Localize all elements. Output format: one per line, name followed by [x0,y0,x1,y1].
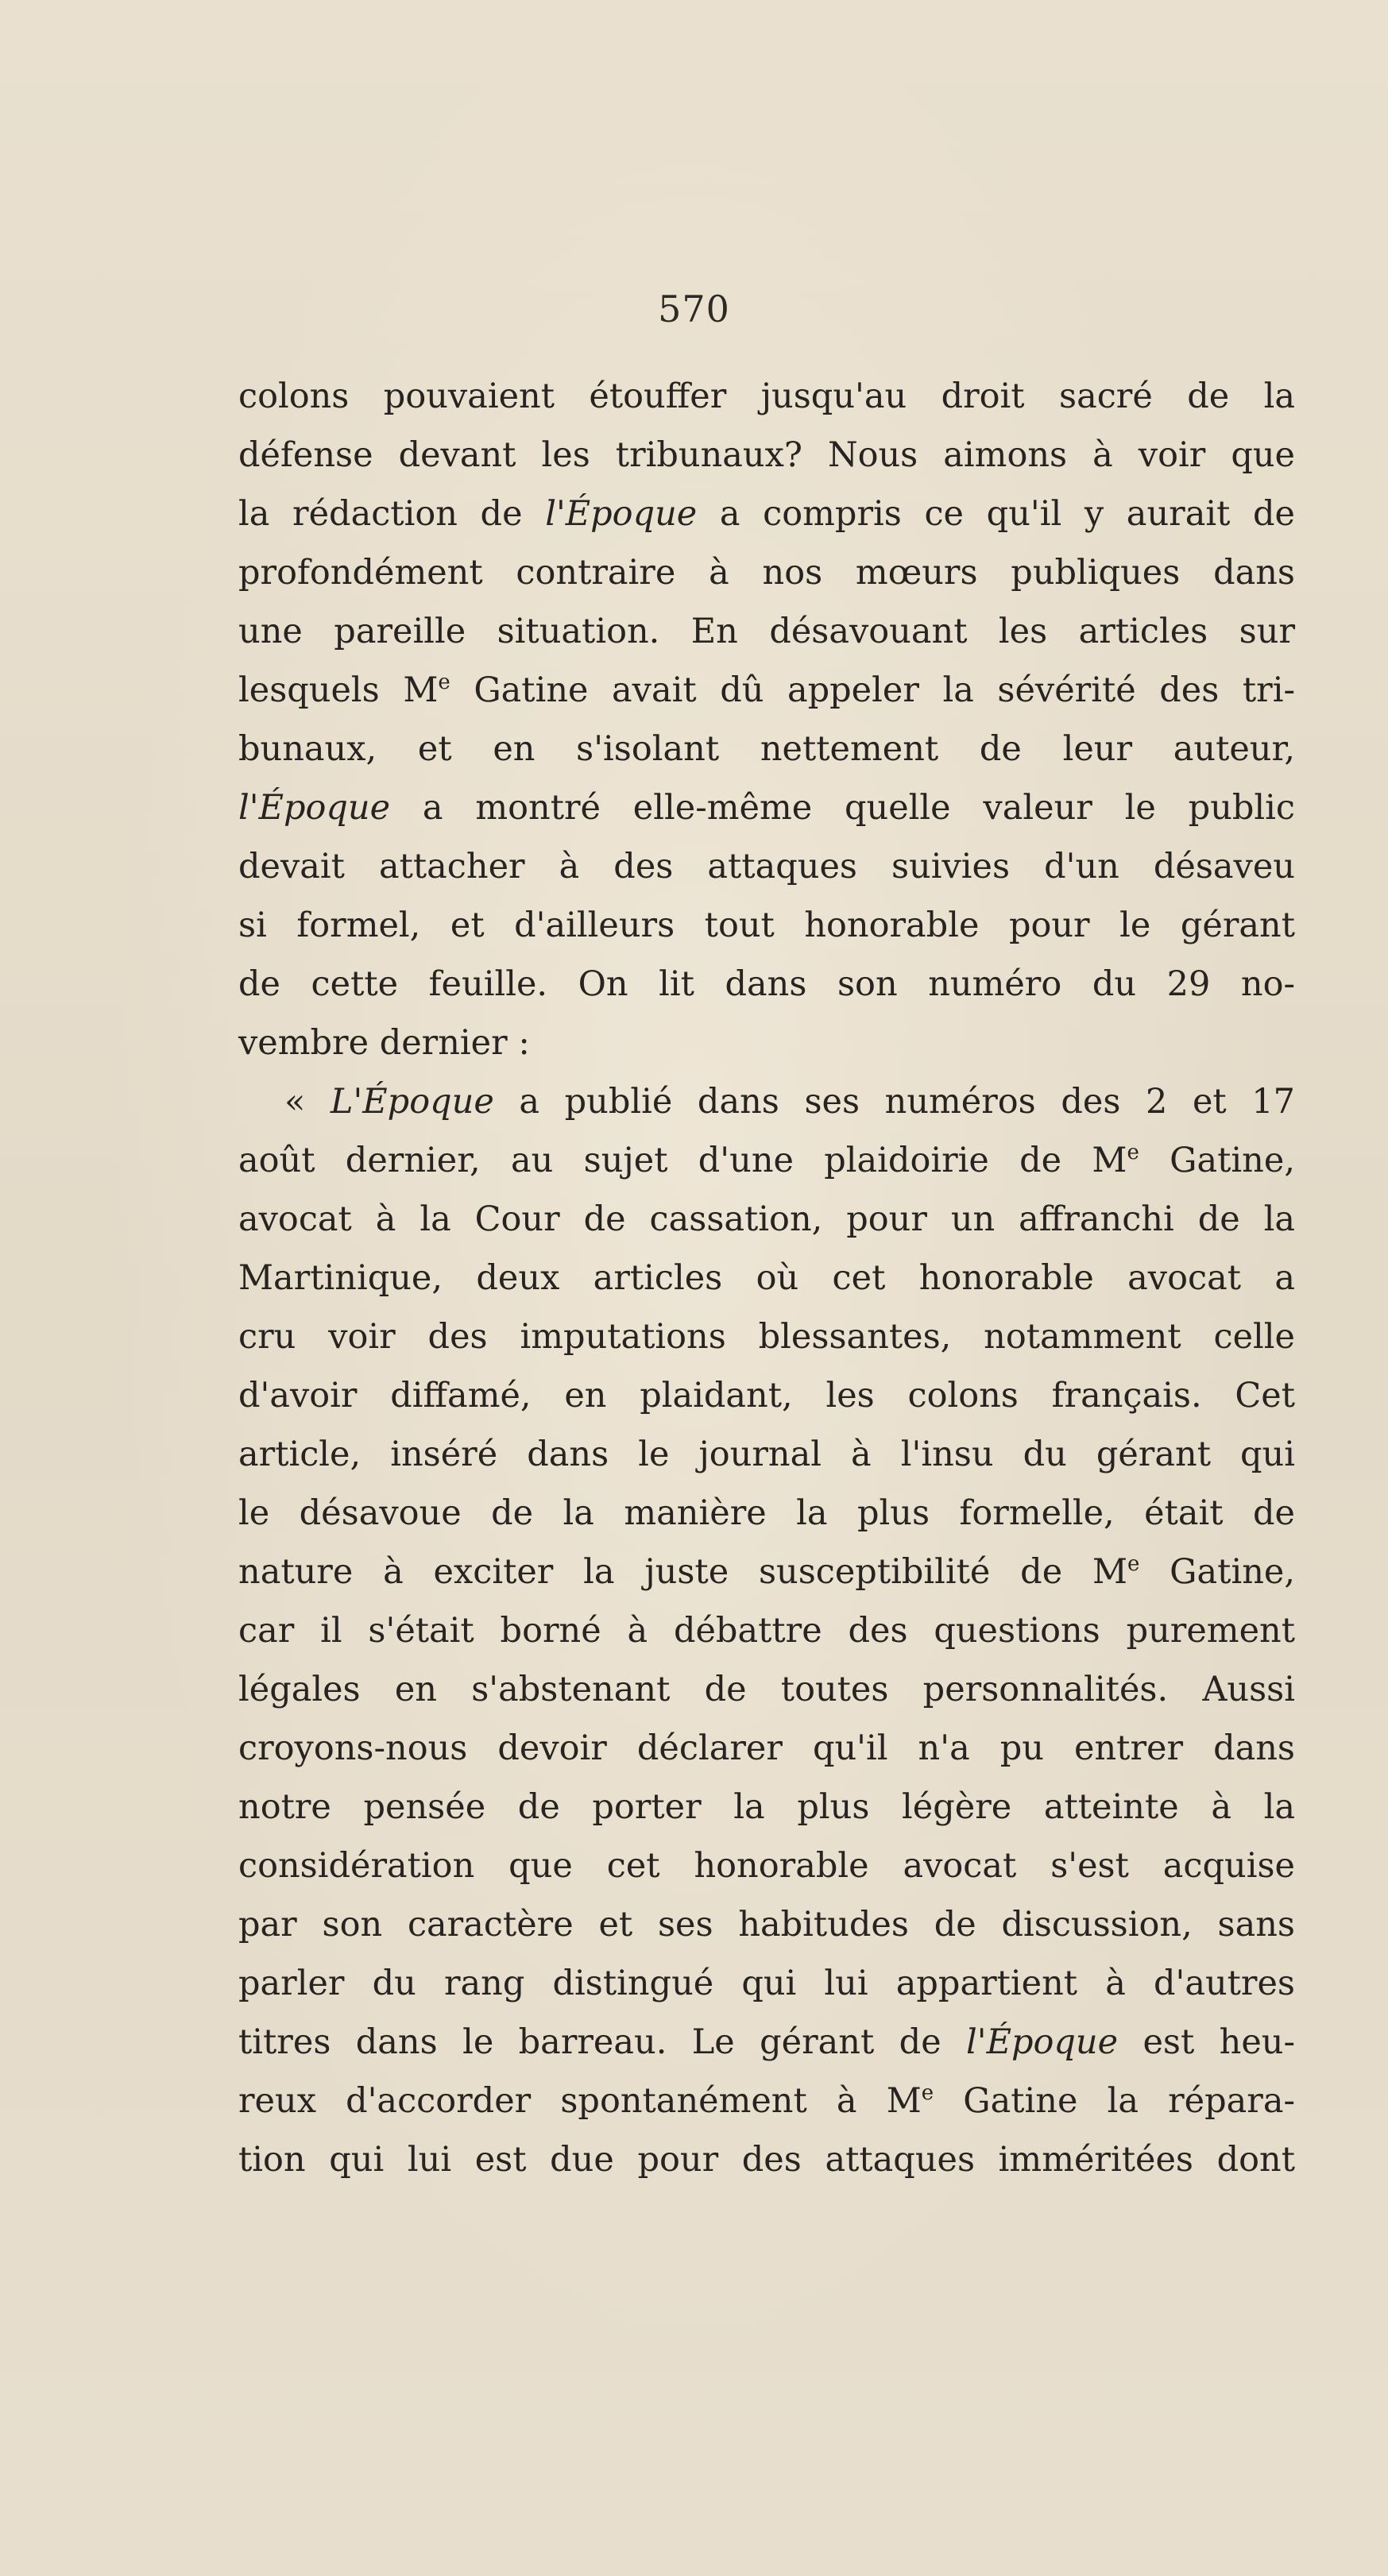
text-run: a compris ce qu'il y aurait de [697,494,1295,534]
text-run: août dernier, au sujet d'une plaidoirie de M [238,1141,1127,1180]
quote-line [238,1543,1295,1601]
page-number: 570 [658,288,730,330]
text-line [238,778,1295,837]
text-line: colons pouvaient étouffer jusqu'au droit sacré de la [238,377,1295,416]
quote-line: Martinique, deux articles où cet honorable avocat a [238,1258,1295,1298]
quote-line: considération que cet honorable avocat s'est acquise [238,1846,1295,1886]
text-run: titres dans le barreau. Le gérant de [238,2022,967,2062]
quote-line: par son caractère et ses habitudes de discussion, sans [238,1905,1295,1945]
quote-line: avocat à la Cour de cassation, pour un affranchi de la [238,1199,1295,1239]
body-text [238,367,1295,2189]
superscript: e [438,670,450,694]
text-run: Gatine, [1139,1552,1295,1592]
quote-line: croyons-nous devoir déclarer qu'il n'a pu entrer dans [238,1728,1295,1768]
quote-line: article, inséré dans le journal à l'insu du gérant qui [238,1435,1295,1474]
superscript: e [921,2081,934,2105]
text-run: a montré elle-même quelle valeur le public [390,788,1295,828]
text-run: Gatine avait dû appeler la sévérité des tri- [450,670,1295,710]
quote-line: notre pensée de porter la plus légère atteinte à la [238,1787,1295,1827]
text-run: a publié dans ses numéros des 2 et 17 [493,1082,1295,1122]
quote-line: tion qui lui est due pour des attaques imméritées dont [238,2140,1295,2180]
text-line: une pareille situation. En désavouant les articles sur [238,612,1295,651]
quote-line [238,2013,1295,2072]
text-run: reux d'accorder spontanément à M [238,2081,922,2121]
superscript: e [1127,1141,1139,1164]
quote-line [238,2072,1295,2130]
text-run: Gatine, [1139,1141,1295,1180]
quote-line: cru voir des imputations blessantes, notamment celle [238,1317,1295,1357]
quote-line [238,1072,1295,1131]
journal-title: l'Époque [966,2022,1119,2062]
text-line: défense devant les tribunaux? Nous aimons à voir que [238,435,1295,475]
text-run: Gatine la répara- [934,2081,1295,2121]
text-line: devait attacher à des attaques suivies d'un désaveu [238,847,1295,886]
quote-line: parler du rang distingué qui lui appartient à d'autres [238,1964,1295,2003]
quote-line: légales en s'abstenant de toutes personnalités. Aussi [238,1670,1295,1709]
text-line: de cette feuille. On lit dans son numéro du 29 no- [238,964,1295,1004]
text-line: profondément contraire à nos mœurs publiques dans [238,553,1295,593]
quote-line [238,1131,1295,1190]
journal-title: l'Époque [545,494,698,534]
quote-line: car il s'était borné à débattre des questions purement [238,1611,1295,1651]
text-run: est heu- [1118,2022,1296,2062]
text-run: la rédaction de [238,494,546,534]
text-line: si formel, et d'ailleurs tout honorable pour le gérant [238,906,1295,945]
text-line: bunaux, et en s'isolant nettement de leur auteur, [238,729,1295,769]
journal-title: L'Époque [330,1082,494,1122]
superscript: e [1127,1552,1140,1576]
text-line [238,661,1295,720]
text-run: lesquels M [238,670,439,710]
text-line [238,485,1295,543]
quote-line: d'avoir diffamé, en plaidant, les colons français. Cet [238,1376,1295,1415]
text-run: « [284,1082,331,1122]
journal-title: l'Époque [238,788,391,828]
text-run: nature à exciter la juste susceptibilité de M [238,1552,1127,1592]
quote-line: le désavoue de la manière la plus formelle, était de [238,1493,1295,1533]
text-line: vembre dernier : [238,1023,530,1063]
